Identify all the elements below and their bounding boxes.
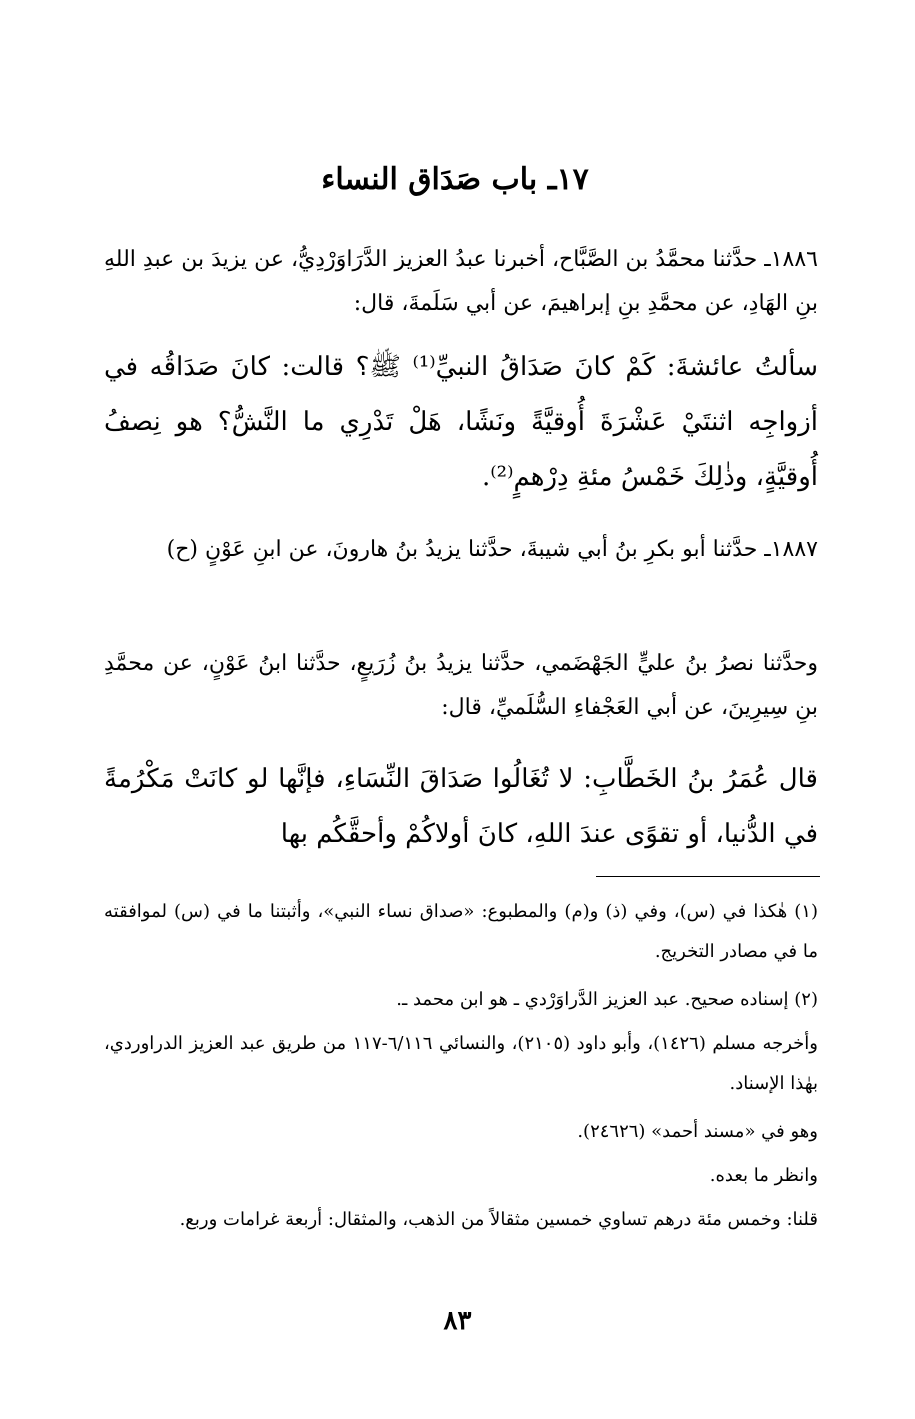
footnote-1: (١) هٰكذا في (س)، وفي (ذ) و(م) والمطبوع: «صداق نساء النبي»، وأثبتنا ما في (س) لموافقته ما في مصادر التخريج. [104,901,818,962]
footnote-2-note: قلنا: وخمس مئة درهم تساوي خمسين مثقالاً من الذهب، والمثقال: أربعة غرامات وربع. [179,1209,818,1230]
footnote-2-musnad: وهو في «مسند أحمد» (٢٤٦٢٦). [577,1121,818,1142]
hadith-1887-isnad-2: وحدَّثنا نصرُ بنُ عليٍّ الجَهْضَمي، حدَّثنا يزيدُ بنُ زُرَيعٍ، حدَّثنا ابنُ عَوْنٍ، عن محمَّدِ بنِ سِيرِينَ، عن أبي العَجْفاءِ السُّلَميِّ، قال: [104,651,818,720]
hadith-1886-isnad: ١٨٨٦ـ حدَّثنا محمَّدُ بن الصَّبَّاح، أخبرنا عبدُ العزيز الدَّرَاوَرْدِيُّ، عن يزيدَ بن عبدِ اللهِ بنِ الهَادِ، عن محمَّدِ بنِ إبراهيمَ، عن أبي سَلَمةَ، قال: [104,247,818,316]
hadith-1886-matn: سألتُ عائشةَ: كَمْ كانَ صَدَاقُ النبيِّ⁽¹⁾ ﷺ؟ قالت: كانَ صَدَاقُه في أزواجِه اثنتَيْ عَشْرَةَ أُوقيَّةً ونَشًا، هَلْ تَدْرِي ما النَّشُّ؟ هو نِصفُ أُوقيَّةٍ، وذٰلِكَ خَمْسُ مئةِ دِرْهمٍ⁽²⁾. [104,352,818,492]
chapter-heading: ١٧ـ باب صَدَاق النساء [321,162,589,197]
hadith-1887-matn: قال عُمَرُ بنُ الخَطَّابِ: لا تُغَالُوا صَدَاقَ النِّسَاءِ، فإنَّها لو كانَتْ مَكْرُمةً في الدُّنيا، أو تقوًى عندَ اللهِ، كانَ أولاكُمْ وأحقَّكُم بها [104,764,818,849]
footnote-2-takhrij: وأخرجه مسلم (١٤٢٦)، وأبو داود (٢١٠٥)، والنسائي ٦/١١٦-١١٧ من طريق عبد العزيز الدراوردي، بهٰذا الإسناد. [104,1033,818,1094]
footnote-divider [596,876,820,877]
hadith-1887-isnad-1: ١٨٨٧ـ حدَّثنا أبو بكرِ بنُ أبي شيبةَ، حدَّثنا يزيدُ بنُ هارونَ، عن ابنِ عَوْنٍ (ح) [166,537,818,562]
footnote-2-see-after: وانظر ما بعده. [709,1165,818,1186]
page-number: ٨٣ [443,1306,472,1336]
footnote-2: (٢) إسناده صحيح. عبد العزيز الدَّراوَرْدي ـ هو ابن محمد ـ. [396,989,818,1010]
